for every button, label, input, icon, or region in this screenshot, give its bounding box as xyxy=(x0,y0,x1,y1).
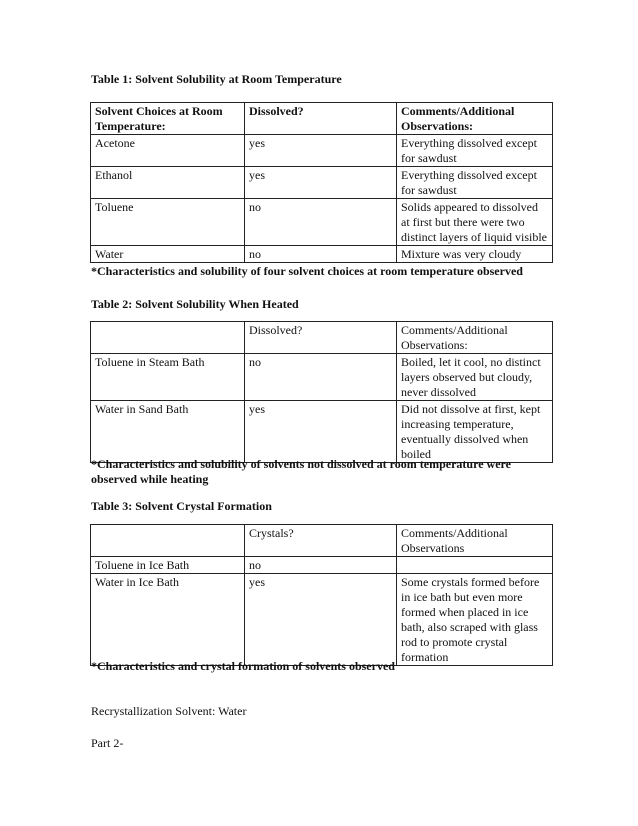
table-cell: Mixture was very cloudy xyxy=(397,246,553,263)
table-cell: Everything dissolved except for sawdust xyxy=(397,135,553,167)
table-row xyxy=(91,574,553,666)
table-cell: no xyxy=(245,199,397,246)
table-row xyxy=(91,199,553,246)
table-cell: Water xyxy=(91,246,245,263)
table-cell: Water in Sand Bath xyxy=(91,401,245,463)
table3-header-cell xyxy=(91,525,245,557)
table-row xyxy=(91,557,553,574)
table1-note: *Characteristics and solubility of four solvent choices at room temperature observed xyxy=(91,264,523,278)
table-cell: no xyxy=(245,557,397,574)
table-cell: Water in Ice Bath xyxy=(91,574,245,666)
table-cell: yes xyxy=(245,135,397,167)
table2-header-cell: Dissolved? xyxy=(245,322,397,354)
table1-header-cell: Dissolved? xyxy=(245,103,397,135)
table-row xyxy=(91,354,553,401)
table-cell: Ethanol xyxy=(91,167,245,199)
table-cell: Some crystals formed before in ice bath but even more formed when placed in ice bath, also scraped with glass rod to promote crystal formation xyxy=(397,574,553,666)
table-cell: Did not dissolve at first, kept increasing temperature, eventually dissolved when boiled xyxy=(397,401,553,463)
table2-header-cell xyxy=(91,322,245,354)
table-cell: Toluene xyxy=(91,199,245,246)
table-cell: yes xyxy=(245,401,397,463)
table2-header-cell: Comments/Additional Observations: xyxy=(397,322,553,354)
table3-caption: Table 3: Solvent Crystal Formation xyxy=(91,499,272,513)
table-cell: yes xyxy=(245,574,397,666)
table-cell: Toluene in Steam Bath xyxy=(91,354,245,401)
table3-header-cell: Comments/Additional Observations xyxy=(397,525,553,557)
table-row xyxy=(91,135,553,167)
table-cell xyxy=(397,557,553,574)
table-row xyxy=(91,167,553,199)
table1-header-cell: Comments/Additional Observations: xyxy=(397,103,553,135)
table-cell: yes xyxy=(245,167,397,199)
table-cell: Everything dissolved except for sawdust xyxy=(397,167,553,199)
table3-note: *Characteristics and crystal formation of solvents observed xyxy=(91,659,395,673)
table-cell: Solids appeared to dissolved at first but there were two distinct layers of liquid visible xyxy=(397,199,553,246)
table1-header-row xyxy=(91,103,553,135)
table-cell: Toluene in Ice Bath xyxy=(91,557,245,574)
table2-header-row xyxy=(91,322,553,354)
part-2-heading: Part 2- xyxy=(91,736,124,750)
table-row xyxy=(91,401,553,463)
table-row xyxy=(91,246,553,263)
table2 xyxy=(90,321,553,463)
table3 xyxy=(90,524,553,666)
table2-note: *Characteristics and solubility of solvents not dissolved at room temperature were observed while heating xyxy=(91,457,511,486)
table1-header-cell: Solvent Choices at Room Temperature: xyxy=(91,103,245,135)
table2-caption: Table 2: Solvent Solubility When Heated xyxy=(91,297,299,311)
table3-header-row xyxy=(91,525,553,557)
table1 xyxy=(90,102,553,263)
table-cell: no xyxy=(245,354,397,401)
table3-header-cell: Crystals? xyxy=(245,525,397,557)
table-cell: Acetone xyxy=(91,135,245,167)
table-cell: Boiled, let it cool, no distinct layers observed but cloudy, never dissolved xyxy=(397,354,553,401)
table-cell: no xyxy=(245,246,397,263)
table1-caption: Table 1: Solvent Solubility at Room Temperature xyxy=(91,72,342,86)
recrystallization-solvent: Recrystallization Solvent: Water xyxy=(91,704,247,718)
